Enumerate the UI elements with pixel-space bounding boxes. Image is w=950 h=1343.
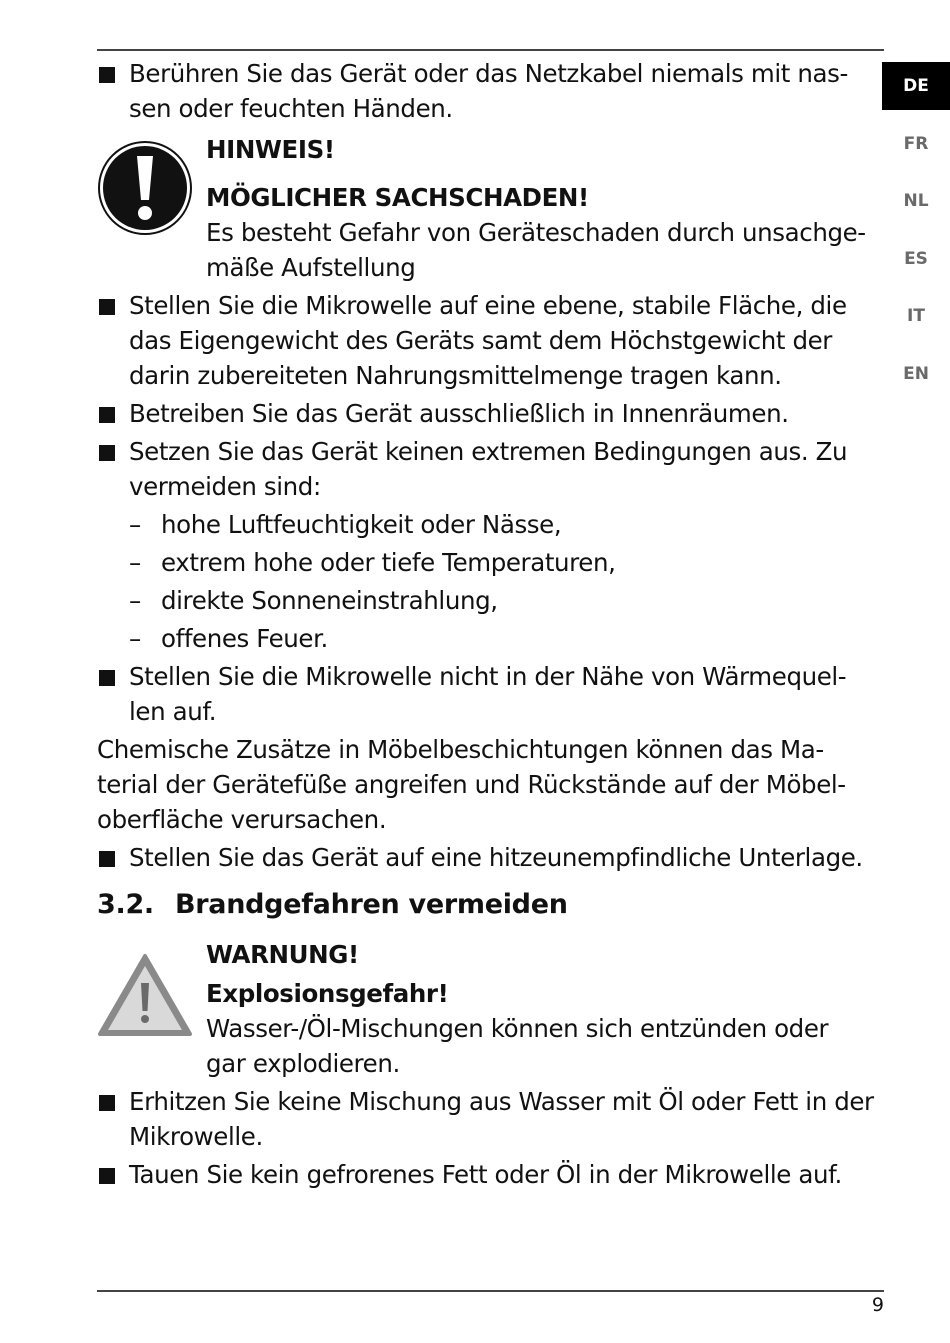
bullet-no-thaw-fat (97, 1157, 887, 1192)
language-sidebar (882, 62, 950, 407)
bullet-text: Stellen Sie das Gerät auf eine hitzeunempfindliche Unterlage. (129, 843, 863, 872)
notice-subtitle: MÖGLICHER SACHSCHADEN! (206, 183, 589, 212)
bullet-text: Stellen Sie die Mikrowelle nicht in der Nähe von Wärmequel- len auf. (129, 662, 847, 726)
bullet-extreme-conditions (97, 434, 887, 504)
notice-warnung (97, 937, 887, 1081)
dash-mark: – (129, 510, 141, 539)
section-number: 3.2. (97, 889, 154, 920)
notice-text: Es besteht Gefahr von Geräteschaden durch unsachge- mäße Aufstellung (206, 218, 866, 282)
notice-title: WARNUNG! (206, 940, 359, 969)
bullet-text: Betreiben Sie das Gerät ausschließlich in Innenräumen. (129, 399, 789, 428)
bullet-text: Erhitzen Sie keine Mischung aus Wasser mit Öl oder Fett in der Mikrowelle. (129, 1087, 874, 1151)
notice-hinweis (97, 132, 887, 285)
notice-subtitle: Explosionsgefahr! (206, 979, 449, 1008)
dash-item (97, 583, 887, 618)
page-content (97, 56, 887, 1195)
dash-mark: – (129, 586, 141, 615)
bullet-heat-sources (97, 659, 887, 729)
bullet-text: Tauen Sie kein gefrorenes Fett oder Öl in der Mikrowelle auf. (129, 1160, 842, 1189)
bullet-text: Setzen Sie das Gerät keinen extremen Bedingungen aus. Zu vermeiden sind: (129, 437, 848, 501)
language-tab-it[interactable]: IT (907, 306, 925, 326)
bullet-indoor (97, 396, 887, 431)
dash-item (97, 545, 887, 580)
dash-text: direkte Sonneneinstrahlung, (161, 586, 498, 615)
bullet-text: Berühren Sie das Gerät oder das Netzkabel niemals mit nas- sen oder feuchten Händen. (129, 59, 848, 123)
notice-title: HINWEIS! (206, 135, 335, 164)
top-rule (97, 49, 884, 51)
dash-text: offenes Feuer. (161, 624, 328, 653)
language-tab-fr[interactable]: FR (903, 133, 929, 154)
exclamation-circle-icon (97, 140, 193, 236)
section-title: Brandgefahren vermeiden (175, 889, 568, 920)
section-heading (97, 885, 887, 925)
dash-mark: – (129, 548, 141, 577)
dash-item (97, 507, 887, 542)
language-tab-de[interactable]: DE (882, 62, 950, 110)
language-tab-nl[interactable]: NL (903, 191, 929, 211)
paragraph-chemicals: Chemische Zusätze in Möbelbeschichtungen können das Ma- terial der Gerätefüße angreifen und Rückstände auf der Möbel- oberfläche verursachen. (97, 735, 846, 834)
notice-text: Wasser-/Öl-Mischungen können sich entzünden oder gar explodieren. (206, 1014, 829, 1078)
dash-mark: – (129, 624, 141, 653)
bullet-no-oil-water (97, 1084, 887, 1154)
bullet-stable-surface (97, 288, 887, 393)
dash-text: hohe Luftfeuchtigkeit oder Nässe, (161, 510, 562, 539)
warning-triangle-icon (97, 953, 193, 1039)
bullet-text: Stellen Sie die Mikrowelle auf eine ebene, stabile Fläche, die das Eigengewicht des Geräts samt dem Höchstgewicht der darin zubereiteten Nahrungsmittelmenge tragen kann. (129, 291, 847, 390)
dash-text: extrem hohe oder tiefe Temperaturen, (161, 548, 616, 577)
bullet-wet-hands (97, 56, 887, 126)
language-tab-en[interactable]: EN (903, 363, 929, 384)
page-number: 9 (871, 1294, 884, 1316)
dash-item (97, 621, 887, 656)
bullet-heat-resistant-surface (97, 840, 887, 875)
language-tab-es[interactable]: ES (904, 248, 928, 269)
bottom-rule (97, 1290, 884, 1292)
